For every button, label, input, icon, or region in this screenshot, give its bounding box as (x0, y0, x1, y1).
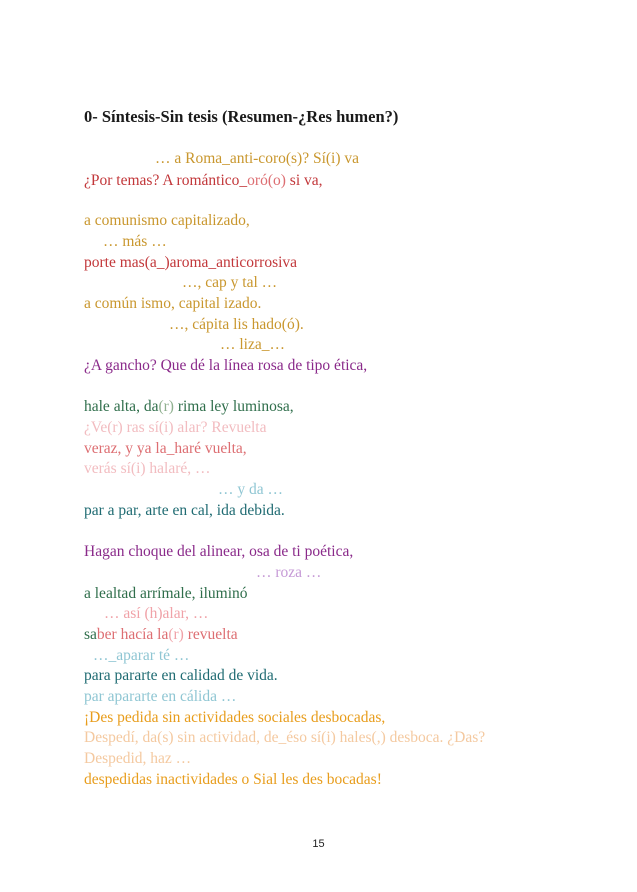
poem-line: a lealtad arrímale, iluminó (84, 585, 248, 602)
poem-line (84, 398, 294, 416)
poem-title: 0- Síntesis-Sin tesis (Resumen-¿Res humen?) (84, 107, 399, 126)
poem-line-segment: revuelta (183, 626, 238, 643)
poem-line: …, cápita lis hado(ó). (169, 316, 304, 333)
poem-line (84, 626, 238, 644)
poem-line: … así (h)alar, … (104, 605, 209, 622)
poem-line: despedidas inactividades o Sial les des bocadas! (84, 771, 382, 788)
poem-line: para pararte en calidad de vida. (84, 667, 278, 684)
poem-line: … y da … (218, 481, 284, 498)
poem-line-segment: sa (84, 626, 97, 643)
poem-line-segment: porte mas(a_) (84, 254, 170, 271)
poem-line: a comunismo capitalizado, (84, 212, 250, 229)
poem-line: a común ismo, capital izado. (84, 295, 262, 312)
poem-line: Hagan choque del alinear, osa de ti poética, (84, 543, 354, 560)
poem-line: ¡Des pedida sin actividades sociales desbocadas, (84, 709, 386, 726)
poem-line (84, 254, 297, 272)
poem-line: … más … (103, 233, 167, 250)
poem-line-segment: rima ley luminosa, (173, 398, 294, 415)
poem-line (84, 172, 323, 190)
poem-line-segment: ber hacía la (96, 626, 169, 643)
poem-line: …, cap y tal … (182, 274, 278, 291)
poem-line: ¿A gancho? Que dé la línea rosa de tipo ética, (84, 357, 368, 374)
poem-line-segment: oró(o) (247, 172, 286, 189)
poem-line: par a par, arte en cal, ida debida. (84, 502, 285, 519)
poem-line: ¿Ve(r) ras sí(i) alar? Revuelta (84, 419, 267, 436)
poem-line-segment: ¿Por temas? A romántico_ (84, 172, 248, 189)
page-number: 15 (312, 838, 325, 850)
poem-line: …_aparar té … (93, 647, 190, 664)
poem-line: … liza_… (220, 336, 285, 353)
poem-line: veraz, y ya la_haré vuelta, (84, 440, 247, 457)
poem-line-segment: (r) (158, 398, 174, 415)
poem-line-segment: aroma_anticorrosiva (169, 254, 298, 271)
poem-line: … a Roma_anti-coro(s)? Sí(i) va (155, 150, 360, 167)
poem-line-segment: hale alta, da (84, 398, 159, 415)
poem-line: Despedid, haz … (84, 750, 192, 767)
poem-line-segment: (r) (168, 626, 184, 643)
poem-line-segment: si va, (285, 172, 323, 189)
poem-line: … roza … (256, 564, 322, 581)
poem-line: par apararte en cálida … (84, 688, 237, 705)
poem-line: verás sí(i) halaré, … (84, 460, 211, 477)
poem-line: Despedí, da(s) sin actividad, de_éso sí(i) hales(,) desboca. ¿Das? (84, 729, 486, 746)
